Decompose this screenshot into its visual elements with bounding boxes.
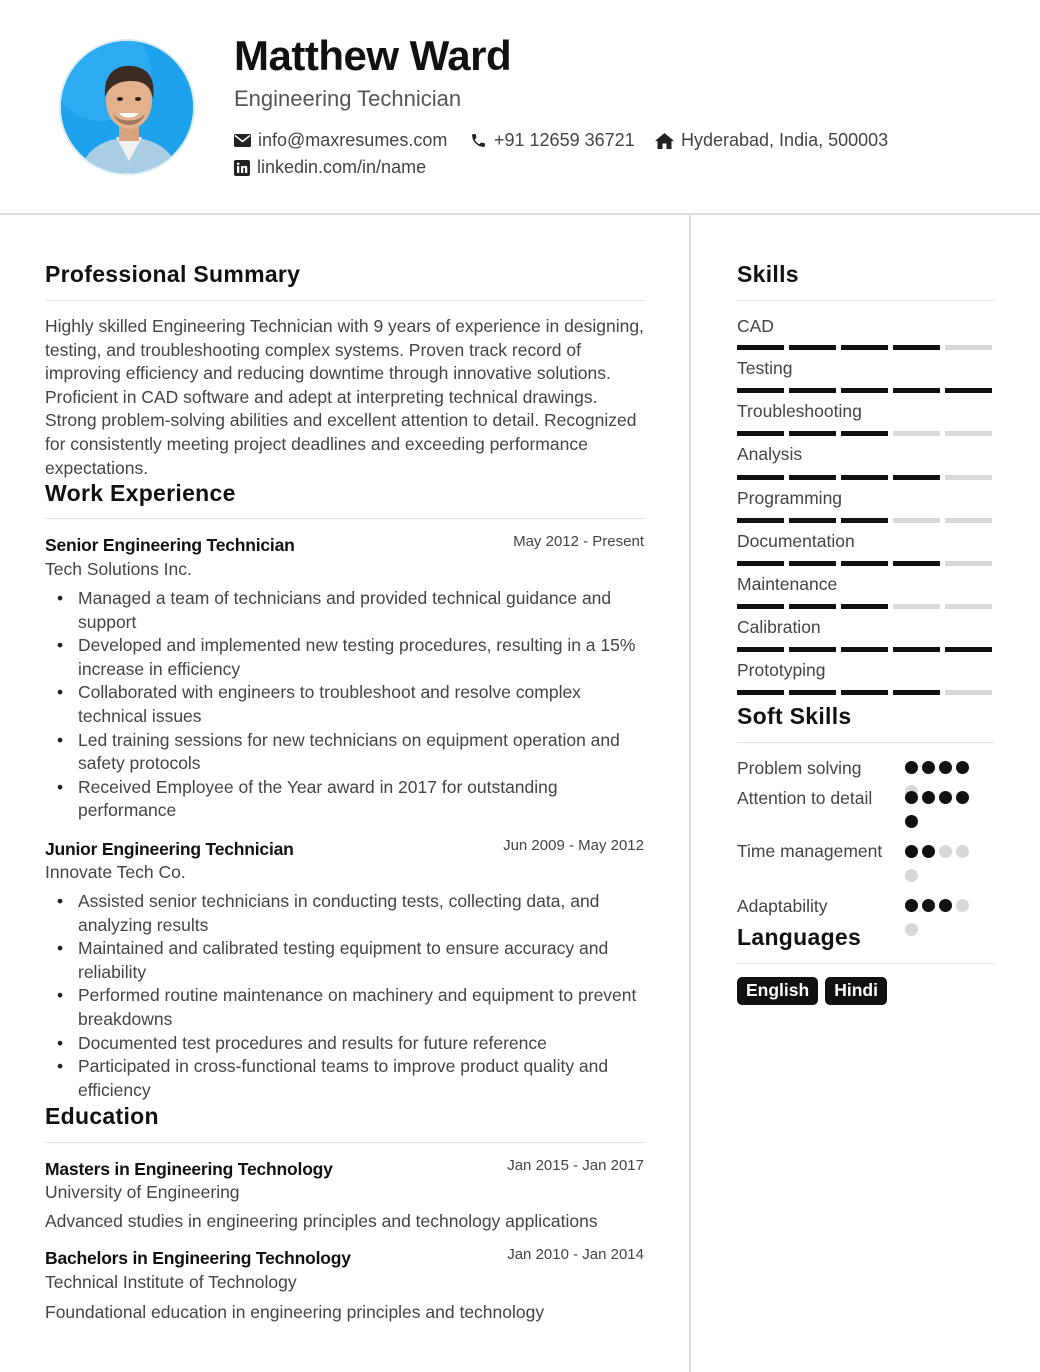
skill-segment-filled: [841, 690, 888, 695]
school-name: University of Engineering: [45, 1182, 240, 1202]
email-contact[interactable]: [234, 130, 447, 151]
skill-level-bar: [737, 475, 992, 480]
soft-skill-dots: [905, 899, 985, 947]
skill-segment-filled: [841, 475, 888, 480]
phone-text: +91 12659 36721: [494, 130, 635, 150]
language-tag: English: [737, 977, 818, 1005]
education-rule: [45, 1142, 645, 1143]
skill-segment-filled: [841, 431, 888, 436]
skill-segment-empty: [945, 518, 992, 523]
skill-segment-filled: [737, 475, 784, 480]
soft-skills-rule: [737, 742, 994, 743]
job-company: Innovate Tech Co.: [45, 862, 186, 882]
linkedin-text: linkedin.com/in/name: [257, 157, 427, 177]
soft-skill-label: Attention to detail: [737, 788, 873, 808]
skill-segment-filled: [893, 647, 940, 652]
rating-dot-empty: [956, 899, 969, 912]
list-item: • Developed and implemented new testing procedures, resulting in a 15% increase in efficiency: [45, 634, 650, 681]
education-description: Advanced studies in engineering principles and technology applications: [45, 1211, 598, 1231]
phone-contact[interactable]: [470, 130, 635, 151]
skill-segment-filled: [841, 388, 888, 393]
skill-segment-filled: [841, 345, 888, 350]
skill-segment-empty: [893, 431, 940, 436]
skill-segment-filled: [893, 388, 940, 393]
rating-dot-filled: [922, 791, 935, 804]
soft-skill-label: Adaptability: [737, 896, 828, 916]
phone-icon: [470, 132, 487, 149]
profile-photo: [61, 41, 195, 175]
school-name: Technical Institute of Technology: [45, 1272, 297, 1292]
skill-segment-empty: [945, 561, 992, 566]
soft-skill-label: Problem solving: [737, 758, 862, 778]
list-item: • Performed routine maintenance on machinery and equipment to prevent breakdowns: [45, 984, 650, 1031]
skill-segment-filled: [841, 647, 888, 652]
rating-dot-filled: [905, 815, 918, 828]
email-text: info@maxresumes.com: [258, 130, 448, 150]
rating-dot-filled: [939, 791, 952, 804]
summary-heading: Professional Summary: [45, 261, 301, 287]
skill-segment-filled: [945, 647, 992, 652]
skill-level-bar: [737, 604, 992, 609]
skill-level-bar: [737, 561, 992, 566]
skill-level-bar: [737, 647, 992, 652]
education-date: Jan 2015 - Jan 2017: [507, 1157, 644, 1174]
languages-heading: Languages: [737, 924, 862, 950]
skill-segment-filled: [945, 388, 992, 393]
skill-level-bar: [737, 431, 992, 436]
skill-segment-filled: [789, 475, 836, 480]
rating-dot-filled: [905, 899, 918, 912]
list-item: • Received Employee of the Year award in 2017 for outstanding performance: [45, 776, 650, 823]
skill-level-bar: [737, 690, 992, 695]
list-item: • Maintained and calibrated testing equipment to ensure accuracy and reliability: [45, 937, 650, 984]
skill-label: Analysis: [737, 444, 803, 464]
rating-dot-filled: [939, 761, 952, 774]
skill-segment-filled: [789, 518, 836, 523]
soft-skill-dots: [905, 791, 985, 839]
skill-segment-filled: [841, 561, 888, 566]
rating-dot-filled: [956, 761, 969, 774]
list-item: • Documented test procedures and results for future reference: [45, 1032, 650, 1056]
job-bullets: [45, 587, 650, 823]
skill-segment-empty: [945, 690, 992, 695]
linkedin-icon: [234, 160, 250, 176]
education-date: Jan 2010 - Jan 2014: [507, 1246, 644, 1263]
rating-dot-filled: [905, 791, 918, 804]
job-bullets: [45, 890, 650, 1102]
rating-dot-filled: [922, 845, 935, 858]
skill-segment-filled: [737, 561, 784, 566]
skill-label: Programming: [737, 488, 843, 508]
skill-segment-filled: [789, 345, 836, 350]
resume-header: [0, 0, 1040, 215]
skill-segment-filled: [789, 388, 836, 393]
list-item: • Led training sessions for new technicians on equipment operation and safety protocols: [45, 729, 650, 776]
skill-segment-filled: [737, 388, 784, 393]
job-company: Tech Solutions Inc.: [45, 559, 192, 579]
summary-text: Highly skilled Engineering Technician with 9 years of experience in designing, testing, and troubleshooting complex systems. Proven track record of improving efficiency and reducing downtime through innovative solutions. Proficient in CAD software and adept at interpreting technical drawings. Strong problem-solving abilities and excellent attention to detail. Recognized for consistently meeting project deadlines and exceeding performance expectations.: [45, 316, 644, 478]
rating-dot-empty: [905, 869, 918, 882]
experience-heading: Work Experience: [45, 480, 236, 506]
skill-segment-empty: [893, 604, 940, 609]
skill-label: Calibration: [737, 617, 821, 637]
degree-title: Masters in Engineering Technology: [45, 1159, 333, 1179]
skill-segment-empty: [945, 604, 992, 609]
skill-label: Documentation: [737, 531, 855, 551]
skill-segment-filled: [737, 431, 784, 436]
home-icon: [655, 133, 674, 149]
rating-dot-empty: [956, 845, 969, 858]
languages-rule: [737, 963, 994, 964]
soft-skill-dots: [905, 845, 985, 893]
skill-segment-filled: [893, 475, 940, 480]
skill-segment-filled: [737, 690, 784, 695]
skill-segment-filled: [789, 604, 836, 609]
job-title: Junior Engineering Technician: [45, 839, 294, 859]
skills-heading: Skills: [737, 261, 799, 287]
language-tag: Hindi: [825, 977, 887, 1005]
soft-skills-heading: Soft Skills: [737, 703, 852, 729]
rating-dot-filled: [905, 845, 918, 858]
experience-rule: [45, 518, 645, 519]
education-description: Foundational education in engineering principles and technology: [45, 1302, 545, 1322]
rating-dot-filled: [956, 791, 969, 804]
skill-segment-filled: [789, 647, 836, 652]
skills-rule: [737, 300, 994, 301]
rating-dot-filled: [922, 899, 935, 912]
job-date: May 2012 - Present: [513, 533, 644, 550]
skill-label: Troubleshooting: [737, 401, 862, 421]
list-item: • Participated in cross-functional teams to improve product quality and efficiency: [45, 1055, 650, 1102]
rating-dot-filled: [905, 761, 918, 774]
degree-title: Bachelors in Engineering Technology: [45, 1248, 351, 1268]
skill-segment-filled: [893, 690, 940, 695]
rating-dot-filled: [939, 899, 952, 912]
rating-dot-filled: [922, 761, 935, 774]
skill-segment-filled: [737, 518, 784, 523]
skill-label: CAD: [737, 316, 774, 336]
candidate-name: Matthew Ward: [234, 32, 512, 79]
envelope-icon: [234, 134, 251, 147]
skill-segment-filled: [893, 345, 940, 350]
language-tags: [737, 977, 887, 1005]
summary-rule: [45, 300, 645, 301]
job-date: Jun 2009 - May 2012: [503, 837, 644, 854]
skill-segment-filled: [737, 604, 784, 609]
column-divider: [689, 215, 691, 1372]
skill-segment-empty: [945, 475, 992, 480]
skill-segment-filled: [737, 647, 784, 652]
rating-dot-empty: [905, 923, 918, 936]
skill-segment-filled: [841, 604, 888, 609]
skill-segment-filled: [841, 518, 888, 523]
rating-dot-empty: [939, 845, 952, 858]
location-contact: [655, 130, 888, 151]
linkedin-contact[interactable]: [234, 157, 426, 178]
skill-segment-empty: [893, 518, 940, 523]
location-text: Hyderabad, India, 500003: [681, 130, 889, 150]
skill-label: Testing: [737, 358, 793, 378]
skill-level-bar: [737, 345, 992, 350]
avatar: [59, 39, 195, 175]
skill-label: Prototyping: [737, 660, 826, 680]
soft-skill-label: Time management: [737, 841, 883, 861]
skill-segment-filled: [893, 561, 940, 566]
skill-segment-filled: [737, 345, 784, 350]
candidate-role: Engineering Technician: [234, 86, 462, 111]
skill-segment-empty: [945, 345, 992, 350]
skill-segment-filled: [789, 431, 836, 436]
list-item: • Assisted senior technicians in conducting tests, collecting data, and analyzing results: [45, 890, 650, 937]
skill-label: Maintenance: [737, 574, 838, 594]
education-heading: Education: [45, 1103, 159, 1129]
job-title: Senior Engineering Technician: [45, 535, 295, 555]
skill-level-bar: [737, 518, 992, 523]
list-item: • Managed a team of technicians and provided technical guidance and support: [45, 587, 650, 634]
skill-segment-empty: [945, 431, 992, 436]
skill-segment-filled: [789, 561, 836, 566]
skill-segment-filled: [789, 690, 836, 695]
list-item: • Collaborated with engineers to troubleshoot and resolve complex technical issues: [45, 681, 650, 728]
skill-level-bar: [737, 388, 992, 393]
